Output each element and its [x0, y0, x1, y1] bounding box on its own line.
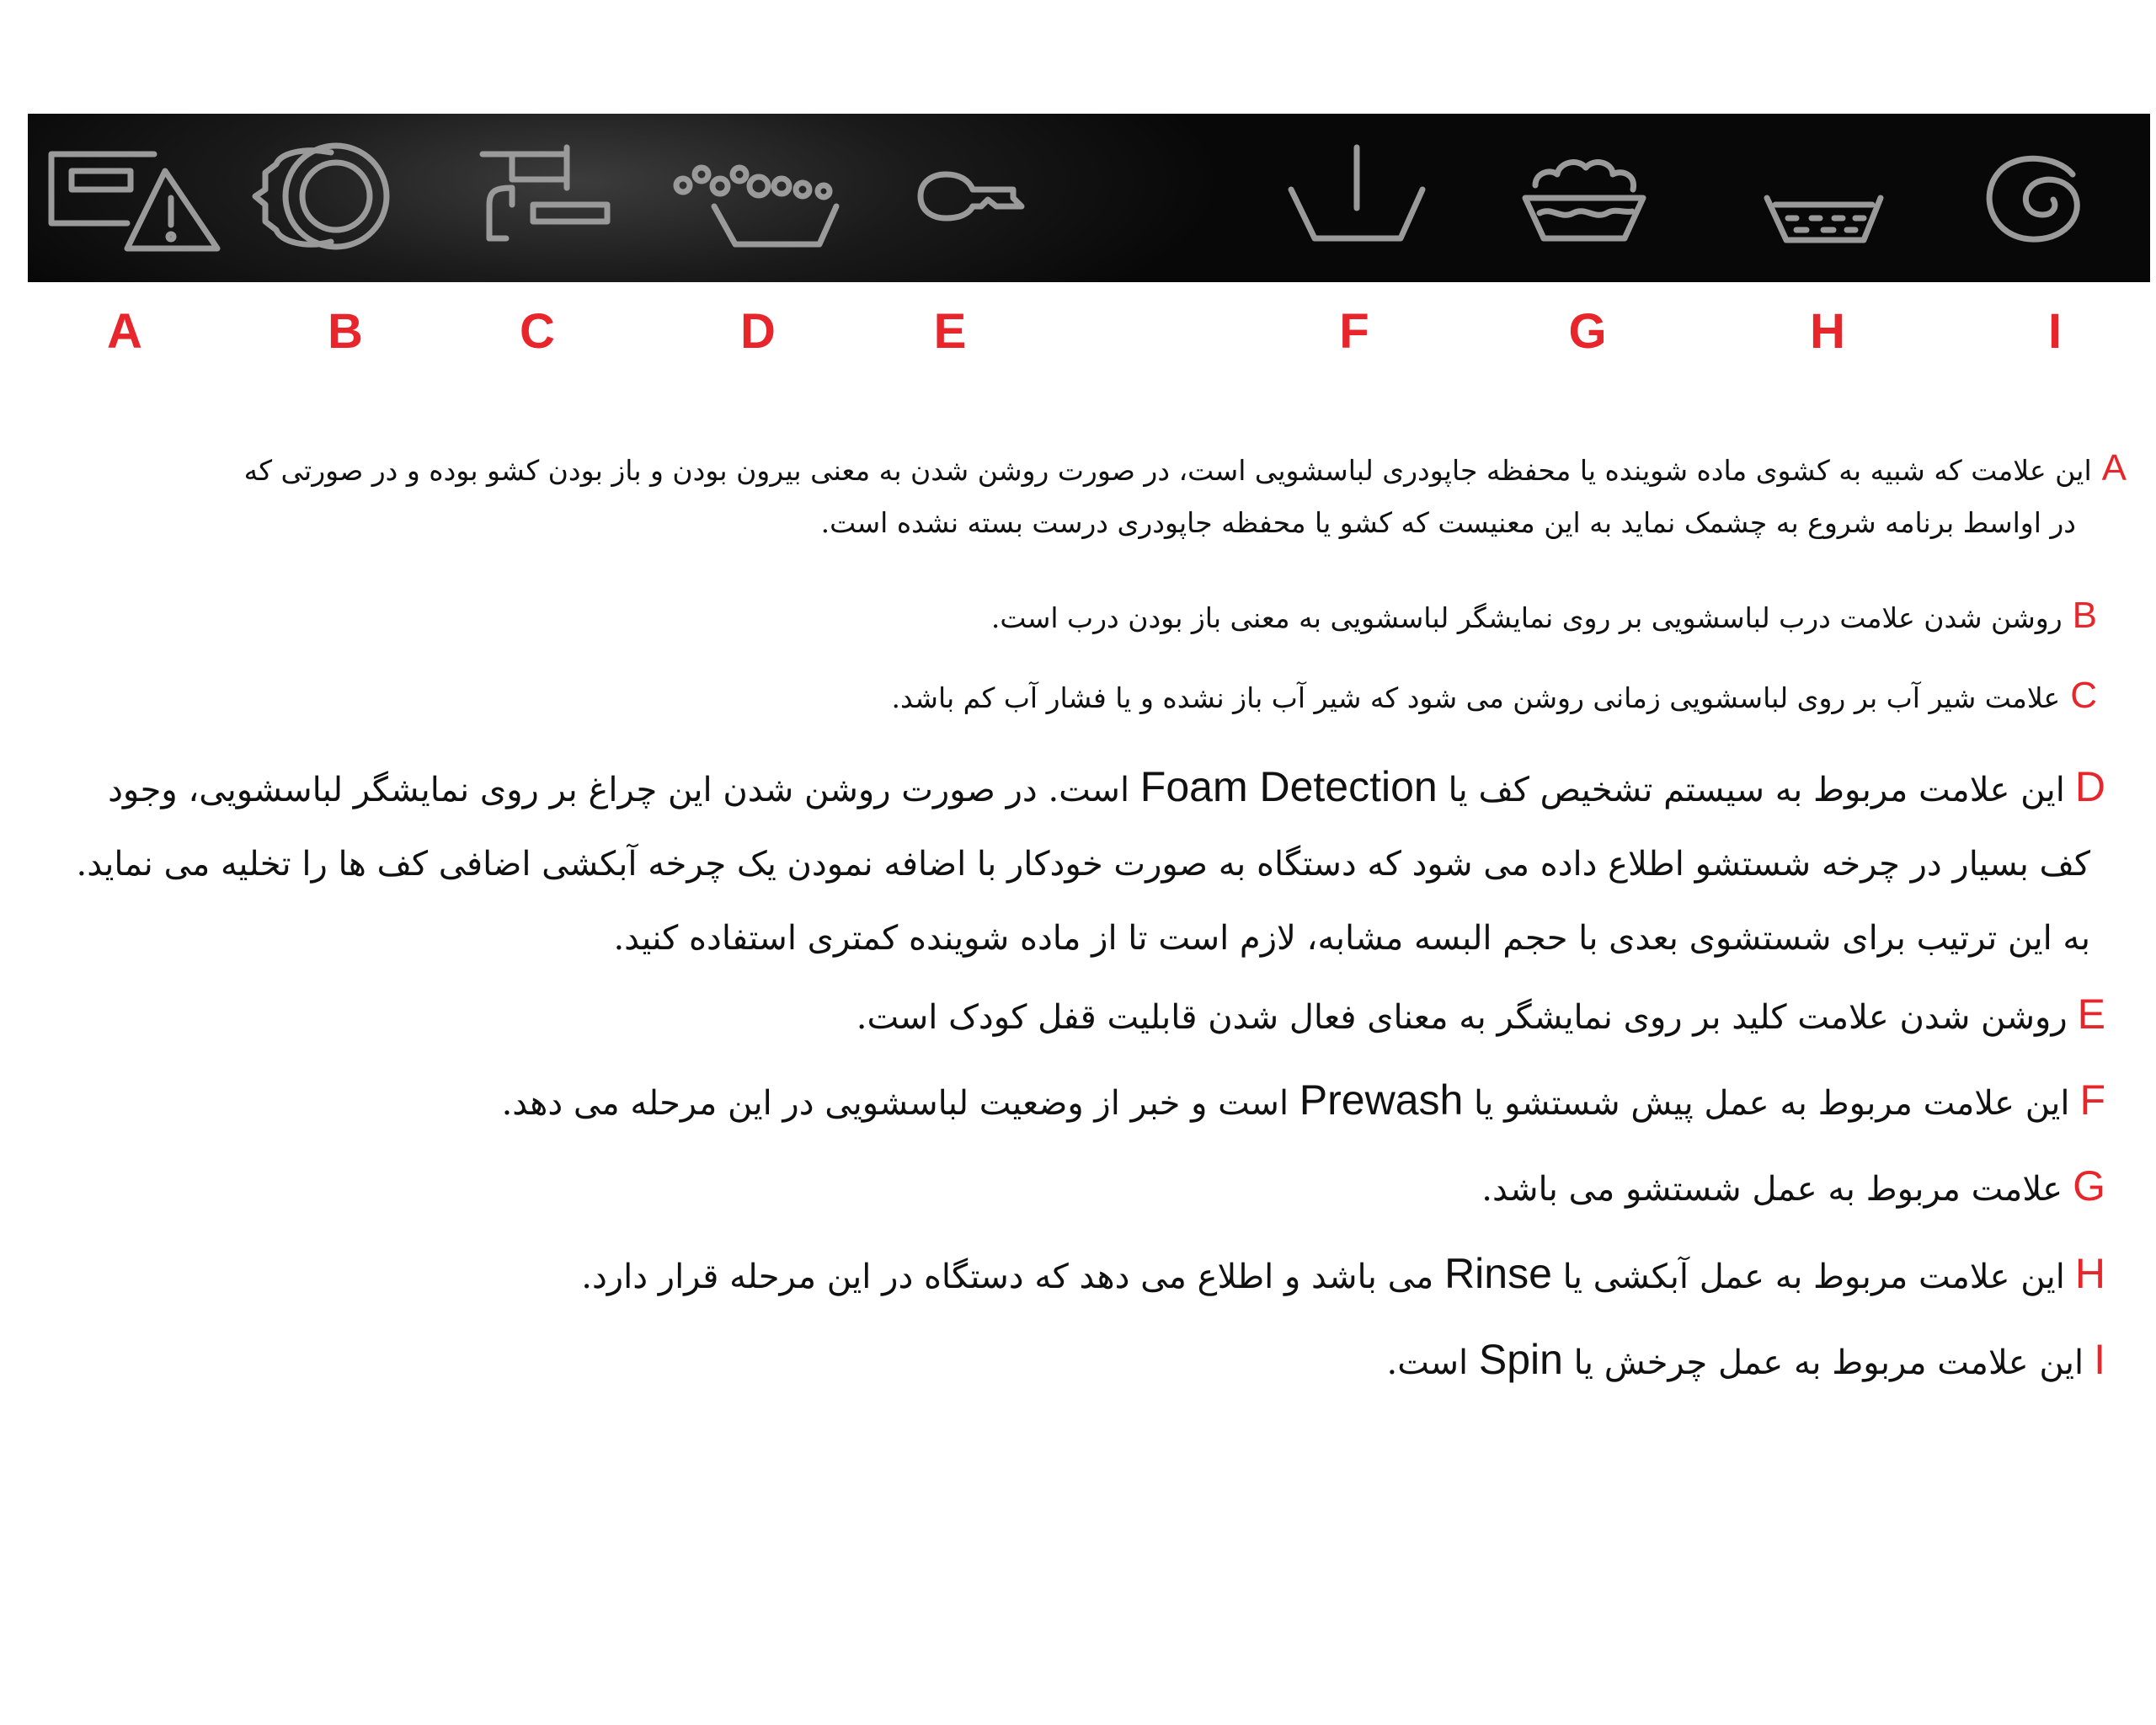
- description-key-a: A: [2101, 447, 2127, 489]
- description-b: [991, 590, 2097, 644]
- description-key-e: E: [2077, 991, 2105, 1038]
- icon-label-d: D: [740, 304, 776, 359]
- description-d-latin: Foam Detection: [1139, 763, 1438, 810]
- description-a: [72, 442, 2127, 549]
- description-key-b: B: [2072, 595, 2097, 636]
- display-icon-panel: [28, 114, 2150, 282]
- child-lock-key-icon: [921, 174, 1022, 218]
- door-icon: [255, 146, 387, 247]
- description-h-pre: این علامت مربوط به عمل آبکشی یا: [1562, 1258, 2065, 1296]
- description-key-c: C: [2070, 675, 2097, 716]
- wash-icon: [1525, 163, 1643, 238]
- description-key-d: D: [2074, 763, 2105, 810]
- foam-detection-icon: [676, 168, 836, 244]
- description-f-pre: این علامت مربوط به عمل پیش شستشو یا: [1474, 1084, 2070, 1123]
- icon-label-b: B: [328, 304, 363, 359]
- detergent-drawer-warning-icon: [51, 154, 217, 248]
- description-c: [891, 670, 2097, 724]
- description-i-pre: این علامت مربوط به عمل چرخش یا: [1573, 1343, 2084, 1382]
- description-i-post: است.: [1386, 1343, 1469, 1382]
- description-f-latin: Prewash: [1299, 1076, 1464, 1124]
- description-d-line2: کف بسیار در چرخه شستشو اطلاع داده می شود که دستگاه به صورت خودکار با اضافه نمودن یک چرخه آبکشی اضافی کف ها را تخلیه می نماید.: [76, 845, 2090, 884]
- description-a-line1: این علامت که شبیه به کشوی ماده شوینده یا محفظه جاپودری لباسشویی است، در صورت روشن شدن به معنی بیرون بودن و باز بودن کشو بوده و در صورتی که: [243, 454, 2092, 487]
- description-h: [581, 1236, 2105, 1314]
- description-key-f: F: [2079, 1076, 2105, 1124]
- icon-label-i: I: [2047, 304, 2063, 359]
- panel-icons: [28, 114, 2150, 282]
- description-b-text: روشن شدن علامت درب لباسشویی بر روی نمایشگر لباسشویی به معنی باز بودن درب است.: [990, 601, 2063, 634]
- spin-icon: [1989, 158, 2077, 239]
- description-e: [857, 977, 2105, 1055]
- description-key-g: G: [2073, 1162, 2105, 1210]
- prewash-icon: [1291, 147, 1422, 238]
- description-h-post: می باشد و اطلاع می دهد که دستگاه در این مرحله قرار دارد.: [581, 1258, 1434, 1296]
- description-e-text: روشن شدن علامت کلید بر روی نمایشگر به معنای فعال شدن قابلیت قفل کودک است.: [856, 998, 2068, 1037]
- description-i: [1387, 1322, 2105, 1400]
- icon-label-e: E: [933, 304, 967, 359]
- rinse-icon: [1767, 198, 1881, 240]
- description-d-line1-pre: این علامت مربوط به سیستم تشخیص کف یا: [1448, 771, 2065, 809]
- description-key-i: I: [2094, 1336, 2105, 1383]
- water-tap-icon: [483, 147, 607, 238]
- description-i-latin: Spin: [1478, 1336, 1563, 1383]
- description-f: [502, 1063, 2105, 1140]
- description-g: [1481, 1149, 2105, 1226]
- icon-label-g: G: [1568, 304, 1607, 359]
- description-key-h: H: [2074, 1250, 2105, 1297]
- description-d: [17, 750, 2105, 975]
- description-h-latin: Rinse: [1444, 1250, 1552, 1297]
- description-a-line2: در اواسط برنامه شروع به چشمک نماید به این معنیست که کشو یا محفظه جاپودری درست بسته نشده است.: [820, 506, 2076, 539]
- description-g-text: علامت مربوط به عمل شستشو می باشد.: [1481, 1170, 2063, 1209]
- icon-label-c: C: [520, 304, 555, 359]
- description-d-line1-post: است. در صورت روشن شدن این چراغ بر روی نمایشگر لباسشویی، وجود: [108, 771, 1130, 809]
- icon-label-f: F: [1339, 304, 1369, 359]
- icon-label-h: H: [1810, 304, 1845, 359]
- description-c-text: علامت شیر آب بر روی لباسشویی زمانی روشن می شود که شیر آب باز نشده و یا فشار آب کم باشد.: [891, 681, 2061, 714]
- description-d-line3: به این ترتیب برای شستشوی بعدی با حجم البسه مشابه، لازم است تا از ماده شوینده کمتری استفاده کنید.: [613, 919, 2090, 958]
- description-f-post: است و خبر از وضعیت لباسشویی در این مرحله می دهد.: [501, 1084, 1289, 1123]
- icon-label-a: A: [107, 304, 142, 359]
